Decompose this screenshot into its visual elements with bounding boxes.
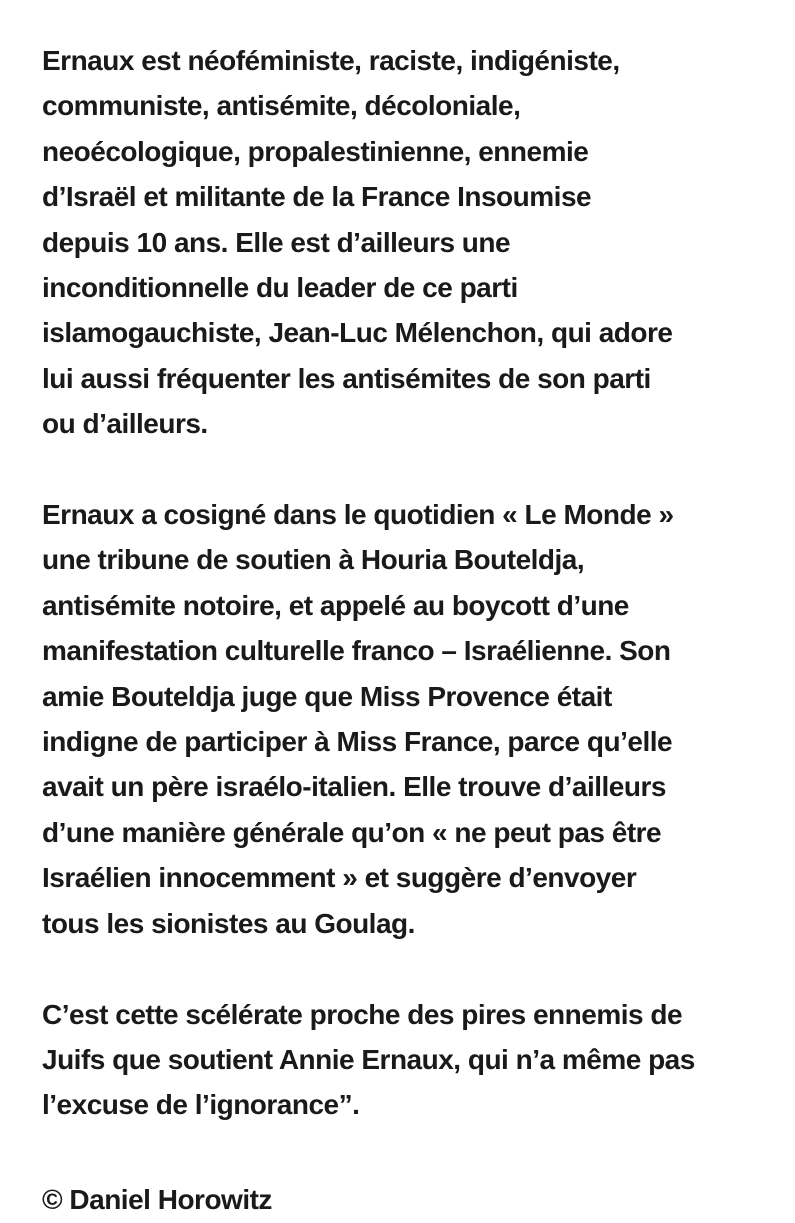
text-line: avait un père israélo-italien. Elle trouve d’ailleurs [42,771,666,803]
text-line: Juifs que soutient Annie Ernaux, qui n’a même pas [42,1043,695,1075]
text-line: C’est cette scélérate proche des pires ennemis de [42,998,683,1030]
text-line: Ernaux a cosigné dans le quotidien « Le Monde » [42,499,674,531]
author-credit: © Daniel Horowitz [42,1184,272,1216]
text-line: islamogauchiste, Jean-Luc Mélenchon, qui adore [42,317,673,349]
text-line: lui aussi fréquenter les antisémites de son parti [42,362,651,394]
text-line: une tribune de soutien à Houria Bouteldja, [42,544,585,576]
text-line: ou d’ailleurs. [42,408,208,440]
text-line: indigne de participer à Miss France, parce qu’elle [42,726,673,758]
article-text [42,38,772,1223]
paragraph-2 [42,492,772,946]
text-line: Israélien innocemment » et suggère d’envoyer [42,862,637,894]
text-line: neoécologique, propalestinienne, ennemie [42,135,589,167]
paragraph-gap [42,447,772,492]
text-line: depuis 10 ans. Elle est d’ailleurs une [42,226,511,258]
paragraphs [42,38,772,1173]
text-line: inconditionnelle du leader de ce parti [42,272,518,304]
paragraph-3 [42,992,772,1128]
text-line: antisémite notoire, et appelé au boycott d’une [42,589,629,621]
paragraph-gap [42,946,772,991]
text-line: d’une manière générale qu’on « ne peut pas être [42,816,662,848]
text-line: manifestation culturelle franco – Israélienne. Son [42,635,671,667]
text-line: tous les sionistes au Goulag. [42,907,415,939]
paragraph-gap [42,1128,772,1173]
paragraph-1 [42,38,772,447]
text-line: amie Bouteldja juge que Miss Provence était [42,680,612,712]
text-line: communiste, antisémite, décoloniale, [42,90,521,122]
text-line: l’excuse de l’ignorance”. [42,1089,360,1121]
text-line: Ernaux est néoféministe, raciste, indigéniste, [42,45,620,76]
text-line: d’Israël et militante de la France Insoumise [42,181,592,213]
